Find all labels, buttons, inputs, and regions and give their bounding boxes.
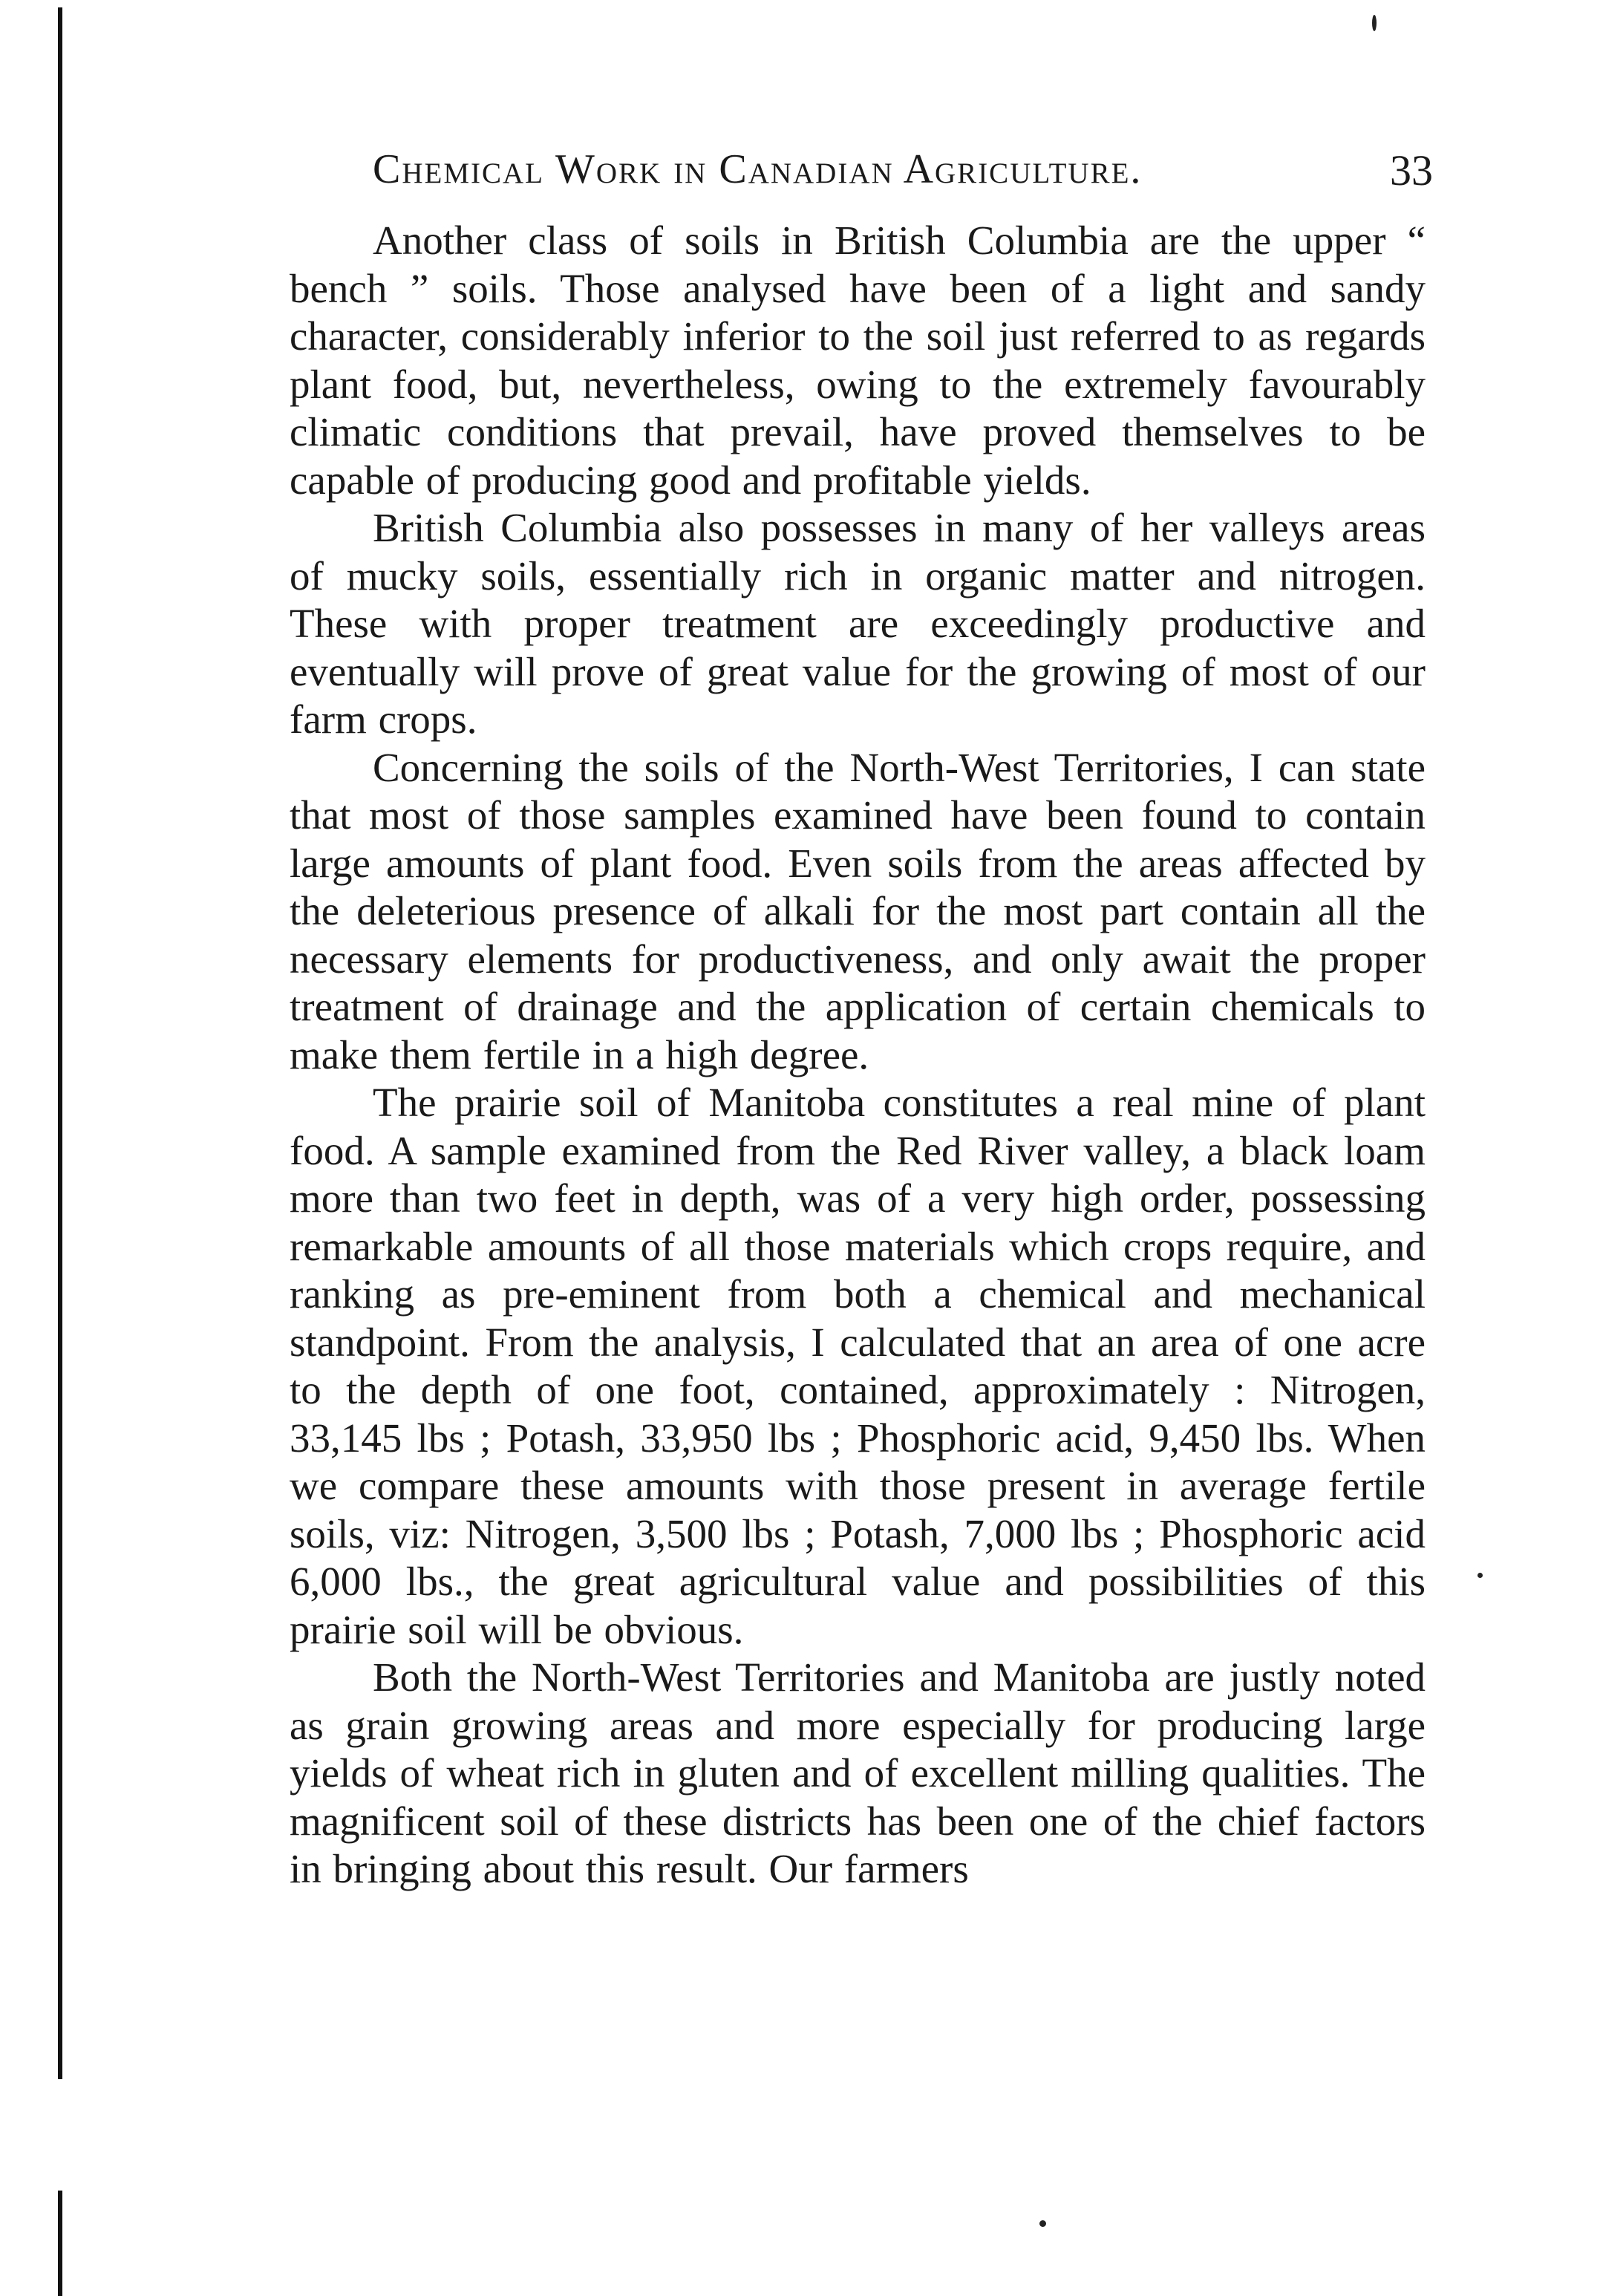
paragraph: British Columbia also possesses in many of her valleys areas of mucky soils, essentially rich in organic matter and nitrogen. These with proper treatment are exceedingly productive and eventually will prove of great value for the growing of most of our farm crops. bbox=[290, 505, 1426, 742]
print-speck bbox=[1372, 15, 1377, 31]
paragraph: Another class of soils in British Columbia are the upper “ bench ” soils. Those analysed have been of a light and sandy character, considerably inferior to the soil just referred to as regards plant food, but, nevertheless, owing to the extremely favourably climatic conditions that prevail, have proved themselves to be capable of producing good and profitable yields. bbox=[290, 218, 1426, 503]
running-title: Chemical Work in Canadian Agriculture. bbox=[373, 146, 1143, 192]
paragraph: Both the North-West Territories and Manitoba are justly noted as grain growing areas and more especially for producing large yields of wheat rich in gluten and of excellent milling qualities. The magnificent soil of these districts has been one of the chief factors in bringing about this result. Our farmers bbox=[290, 1654, 1426, 1891]
paragraph: The prairie soil of Manitoba constitutes a real mine of plant food. A sample examined from the Red River valley, a black loam more than two feet in depth, was of a very high order, possessing remarkable amounts of all those materials which crops require, and ranking as pre-eminent from both a chemical and mechanical standpoint. From the analysis, I calculated that an area of one acre to the depth of one foot, contained, approximately : Nitrogen, 33,145 lbs ; Potash, 33,950 lbs ; Phosphoric acid, 9,450 lbs. When we compare these amounts with those present in average fertile soils, viz: Nitrogen, 3,500 lbs ; Potash, 7,000 lbs ; Phosphoric acid 6,000 lbs., the great agricultural value and possibilities of this prairie soil will be obvious. bbox=[290, 1080, 1426, 1652]
page-edge-rule-lower bbox=[58, 2191, 62, 2296]
print-speck bbox=[1477, 1573, 1483, 1578]
page-header bbox=[290, 146, 1448, 205]
paragraph: Concerning the soils of the North-West Territories, I can state that most of those samples examined have been found to contain large amounts of plant food. Even soils from the areas affected by the deleterious presence of alkali for the most part contain all the necessary elements for productiveness, and only await the proper treatment of drainage and the application of certain chemicals to make them fertile in a high degree. bbox=[290, 744, 1426, 1077]
page-number: 33 bbox=[1390, 146, 1433, 195]
page-edge-rule bbox=[58, 7, 62, 2079]
print-speck bbox=[1039, 2220, 1046, 2227]
body-text bbox=[290, 217, 1426, 1894]
